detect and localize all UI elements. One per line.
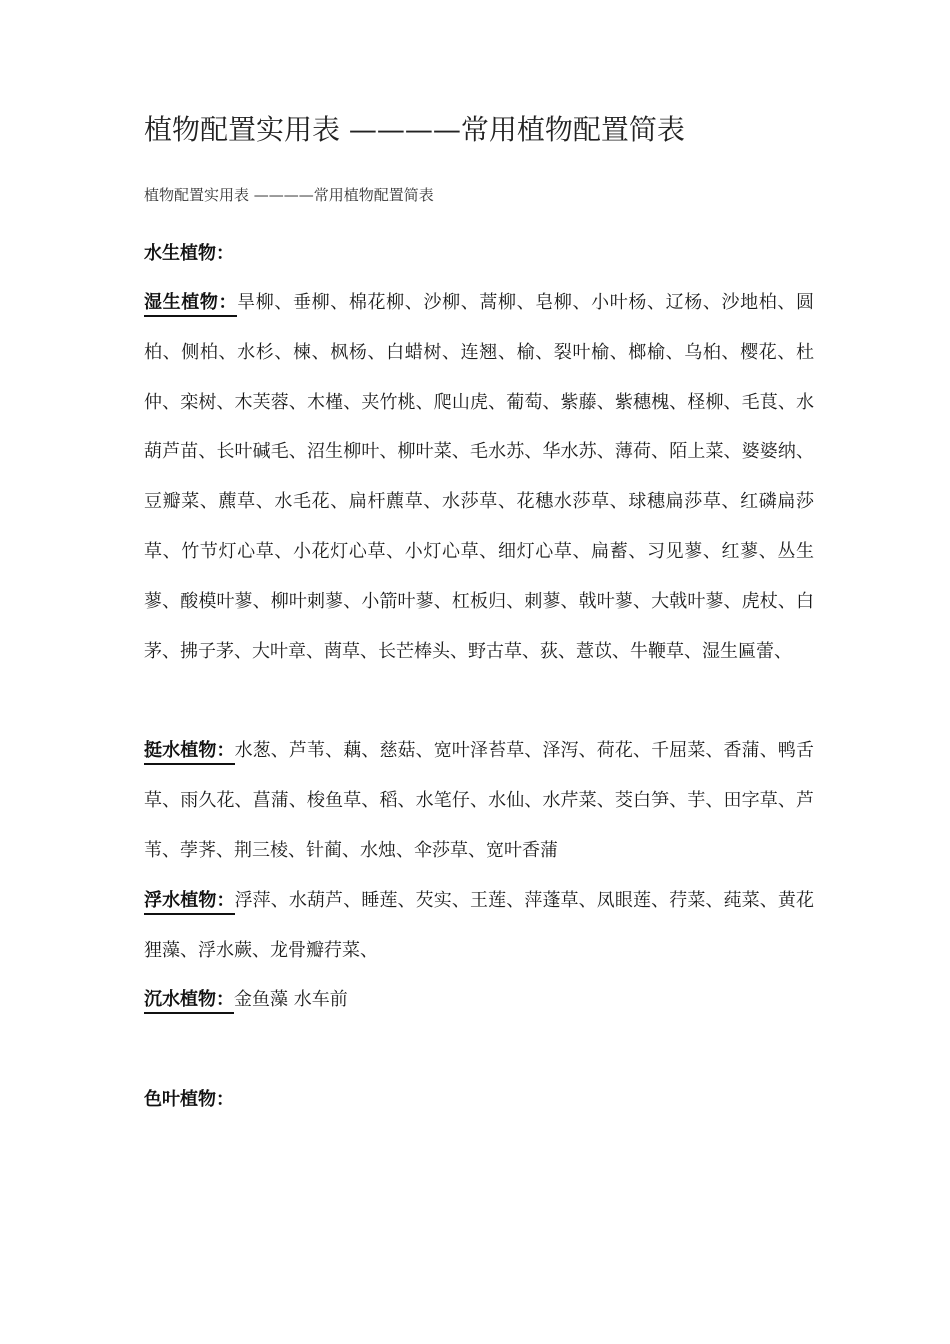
group-label-submerged: 沉水植物： <box>144 989 234 1014</box>
section-heading-color-leaf: 色叶植物： <box>144 1089 234 1110</box>
group-floating <box>144 876 814 976</box>
group-content-emergent: 水葱、芦苇、藕、慈菇、宽叶泽苔草、泽泻、荷花、千屈菜、香蒲、鸭舌草、雨久花、菖蒲、梭鱼草、稻、水笔仔、水仙、水芹菜、茭白笋、芋、田字草、芦苇、荸荠、荆三棱、针蔺、水烛、伞莎草、宽叶香蒲 <box>144 740 815 861</box>
group-submerged <box>144 975 814 1025</box>
group-content-floating: 浮萍、水葫芦、睡莲、芡实、王莲、萍蓬草、凤眼莲、荇菜、莼菜、黄花狸藻、浮水蕨、龙骨瓣荇菜、 <box>144 890 815 961</box>
group-content-submerged: 金鱼藻 水车前 <box>234 989 348 1010</box>
page-subtitle: 植物配置实用表 ————常用植物配置简表 <box>144 186 434 204</box>
group-emergent <box>144 726 814 875</box>
group-label-floating: 浮水植物： <box>144 890 235 915</box>
group-content-wetland: 旱柳、垂柳、棉花柳、沙柳、蒿柳、皂柳、小叶杨、辽杨、沙地柏、圆柏、侧柏、水杉、楝、枫杨、白蜡树、连翘、榆、裂叶榆、榔榆、乌桕、樱花、杜仲、栾树、木芙蓉、木槿、夹竹桃、爬山虎、葡萄、紫藤、紫穗槐、柽柳、毛茛、水葫芦苗、长叶碱毛、沼生柳叶、柳叶菜、毛水苏、华水苏、薄荷、陌上菜、婆婆纳、豆瓣菜、藨草、水毛花、扁杆藨草、水莎草、花穗水莎草、球穗扁莎草、红磷扁莎草、竹节灯心草、小花灯心草、小灯心草、细灯心草、扁蓄、习见蓼、红蓼、丛生蓼、酸模叶蓼、柳叶刺蓼、小箭叶蓼、杠板归、刺蓼、戟叶蓼、大戟叶蓼、虎杖、白茅、拂子茅、大叶章、菵草、长芒棒头、野古草、荻、薏苡、牛鞭草、湿生匾蕾、 <box>144 292 815 662</box>
page-title: 植物配置实用表 ————常用植物配置简表 <box>144 113 685 146</box>
section-heading-aquatic: 水生植物： <box>144 243 234 264</box>
group-wetland <box>144 278 814 676</box>
group-label-wetland: 湿生植物： <box>144 292 237 317</box>
group-label-emergent: 挺水植物： <box>144 740 235 765</box>
